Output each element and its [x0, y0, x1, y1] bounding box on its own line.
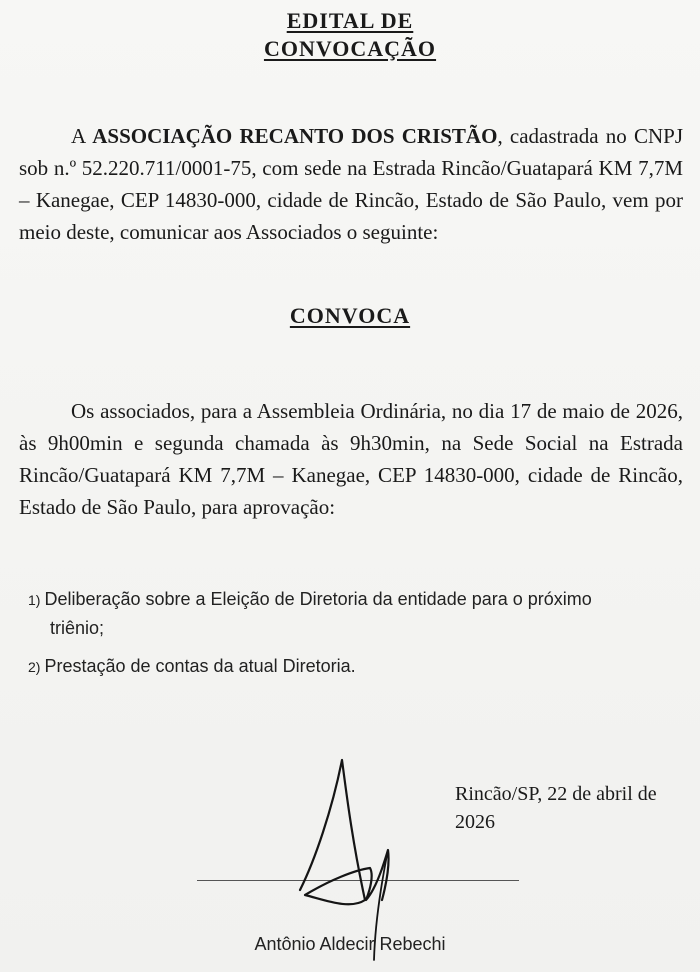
- signer-name: Antônio Aldecir Rebechi: [254, 934, 446, 954]
- agenda-item-2: [28, 652, 688, 681]
- place-date: Rincão/SP, 22 de abril de 2026: [455, 783, 657, 833]
- agenda-item-text: Prestação de contas da atual Diretoria.: [44, 656, 356, 676]
- agenda-item-number: 2): [28, 659, 41, 675]
- handwritten-signature: [270, 750, 430, 965]
- body-paragraph: [19, 395, 683, 523]
- agenda-item-number: 1): [28, 592, 41, 608]
- intro-paragraph: [19, 120, 683, 248]
- intro-text: , cadastrada no CNPJ sob n.º 52.220.711/0001-75, com sede na Estrada Rincão/Guatapará KM 7,7M – Kanegae, CEP 14830-000, cidade de Rincão, Estado de São Paulo, vem por meio deste, comunicar aos Associados o seguinte:: [19, 124, 683, 244]
- convoca-heading: CONVOCA: [289, 303, 411, 328]
- body-text: Os associados, para a Assembleia Ordinária, no dia 17 de maio de 2026, às 9h00min e segunda chamada às 9h30min, na Sede Social na Estrada Rincão/Guatapará KM 7,7M – Kanegae, CEP 14830-000, cidade de Rincão, Estado de São Paulo, para aprovação:: [19, 399, 683, 519]
- entity-name: ASSOCIAÇÃO RECANTO DOS CRISTÃO: [92, 124, 498, 148]
- document-title-line1: EDITAL DE: [286, 8, 414, 33]
- agenda-item-1: [28, 585, 688, 642]
- agenda-item-continuation: triênio;: [50, 618, 105, 638]
- agenda-item-text: Deliberação sobre a Eleição de Diretoria da entidade para o próximo: [44, 589, 592, 609]
- intro-prefix: A: [71, 124, 93, 148]
- document-title-line2: CONVOCAÇÃO: [263, 36, 437, 61]
